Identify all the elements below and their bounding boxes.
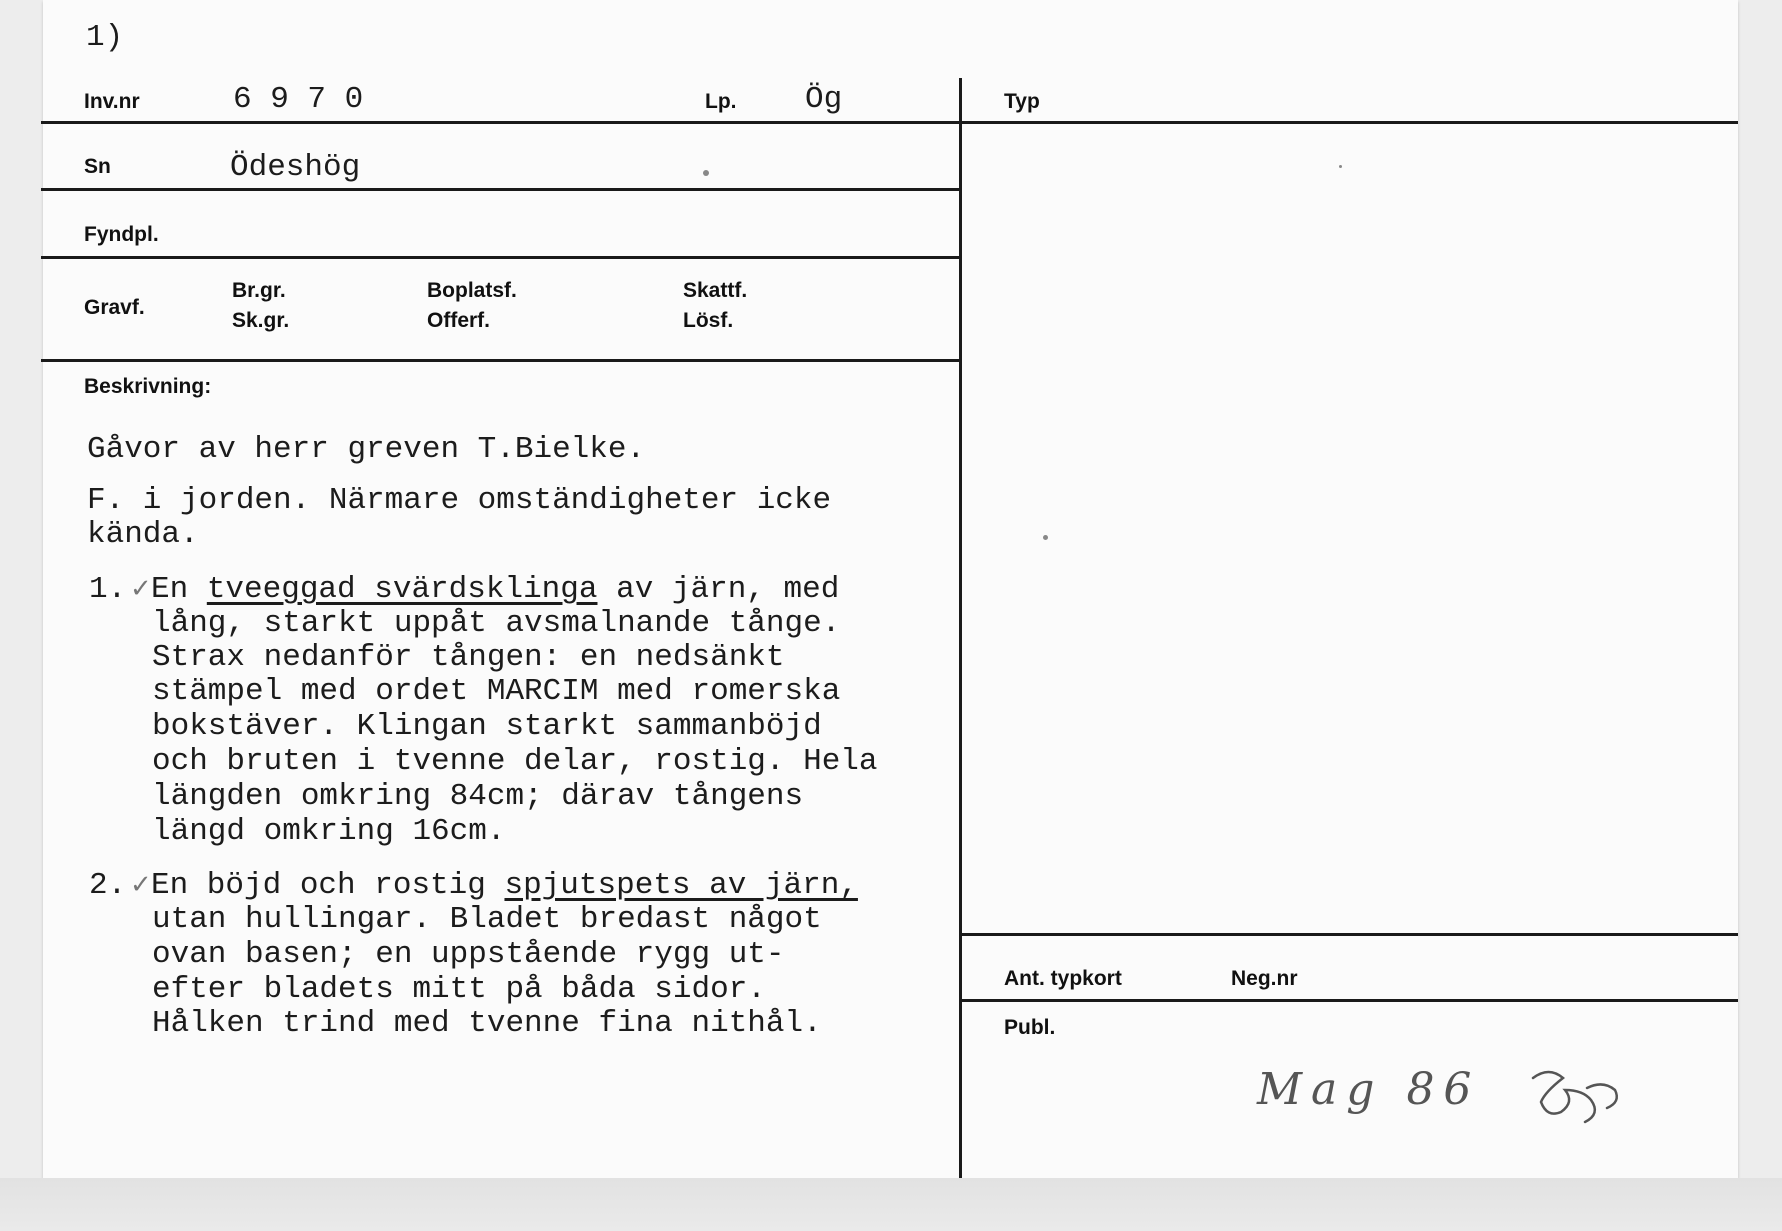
item-2-lead: En böjd och rostig (151, 868, 505, 903)
rule-publ-top (962, 999, 1738, 1002)
check-mark-icon: ✓ (130, 574, 152, 604)
item-1-line: och bruten i tvenne delar, rostig. Hela (152, 744, 878, 779)
gravf-option-boplatsf: Boplatsf. (427, 279, 517, 302)
handwritten-scribble-icon (1533, 1072, 1617, 1122)
column-divider (959, 78, 962, 1178)
item-1-line: Strax nedanför tången: en nedsänkt (152, 640, 785, 675)
item-1-line: längden omkring 84cm; därav tångens (152, 779, 804, 814)
item-1-line: bokstäver. Klingan starkt sammanböjd (152, 709, 822, 744)
gravf-option-offerf: Offerf. (427, 309, 490, 332)
item-1-first-line (151, 572, 839, 607)
item-1-lead: En (151, 572, 207, 607)
typ-label: Typ (1004, 90, 1040, 113)
sn-value: Ödeshög (230, 150, 361, 185)
catalog-card (43, 0, 1738, 1178)
item-1-line: längd omkring 16cm. (152, 814, 506, 849)
rule-inv (41, 121, 959, 124)
inv-nr-value: 6 9 7 0 (233, 82, 364, 117)
neg-nr-label: Neg.nr (1231, 967, 1298, 990)
desc-paragraph-2-line-1: F. i jorden. Närmare omständigheter icke (87, 483, 832, 518)
lp-value: Ög (805, 82, 843, 117)
handwritten-note-text: Mag 86 (1257, 1064, 1481, 1115)
item-2-underlined-term: spjutspets av järn, (504, 868, 858, 903)
scan-speck (703, 170, 709, 176)
check-mark-icon: ✓ (130, 870, 152, 900)
item-2-line: utan hullingar. Bladet bredast något (152, 902, 822, 937)
card-number: 1) (86, 20, 124, 55)
gravf-option-skattf: Skattf. (683, 279, 748, 302)
item-1-underlined-term: tveeggad svärdsklinga (206, 572, 598, 607)
inv-nr-label: Inv.nr (84, 90, 140, 113)
item-2-line: ovan basen; en uppstående rygg ut- (152, 937, 785, 972)
handwritten-publication-note (1255, 1050, 1655, 1145)
desc-paragraph-1: Gåvor av herr greven T.Bielke. (87, 432, 646, 467)
rule-typ (962, 121, 1738, 124)
item-2-line: Hålken trind med tvenne fina nithål. (152, 1006, 822, 1041)
item-2-line: efter bladets mitt på båda sidor. (152, 972, 766, 1007)
item-1-number: 1. (89, 572, 127, 607)
rule-fyndpl (41, 256, 959, 259)
sn-label: Sn (84, 155, 111, 178)
fyndpl-label: Fyndpl. (84, 223, 159, 246)
rule-sn (41, 188, 959, 191)
item-1-line: stämpel med ordet MARCIM med romerska (152, 674, 841, 709)
desc-paragraph-2-line-2: kända. (87, 517, 199, 552)
item-1-line: lång, starkt uppåt avsmalnande tånge. (152, 606, 841, 641)
rule-gravf (41, 359, 959, 362)
item-1-rest: av järn, med (597, 572, 840, 607)
scanner-background-strip (0, 1178, 1782, 1231)
scan-speck (1339, 165, 1342, 168)
item-2-first-line (151, 868, 858, 903)
beskrivning-label: Beskrivning: (84, 375, 212, 398)
gravf-option-losf: Lösf. (683, 309, 734, 332)
lp-label: Lp. (705, 90, 737, 113)
ant-typkort-label: Ant. typkort (1004, 967, 1122, 990)
gravf-label: Gravf. (84, 296, 145, 319)
item-2-number: 2. (89, 868, 127, 903)
gravf-option-skgr: Sk.gr. (232, 309, 290, 332)
rule-ant-typkort-top (962, 933, 1738, 936)
scan-speck (1043, 535, 1048, 540)
gravf-option-brgr: Br.gr. (232, 279, 286, 302)
publ-label: Publ. (1004, 1016, 1056, 1039)
